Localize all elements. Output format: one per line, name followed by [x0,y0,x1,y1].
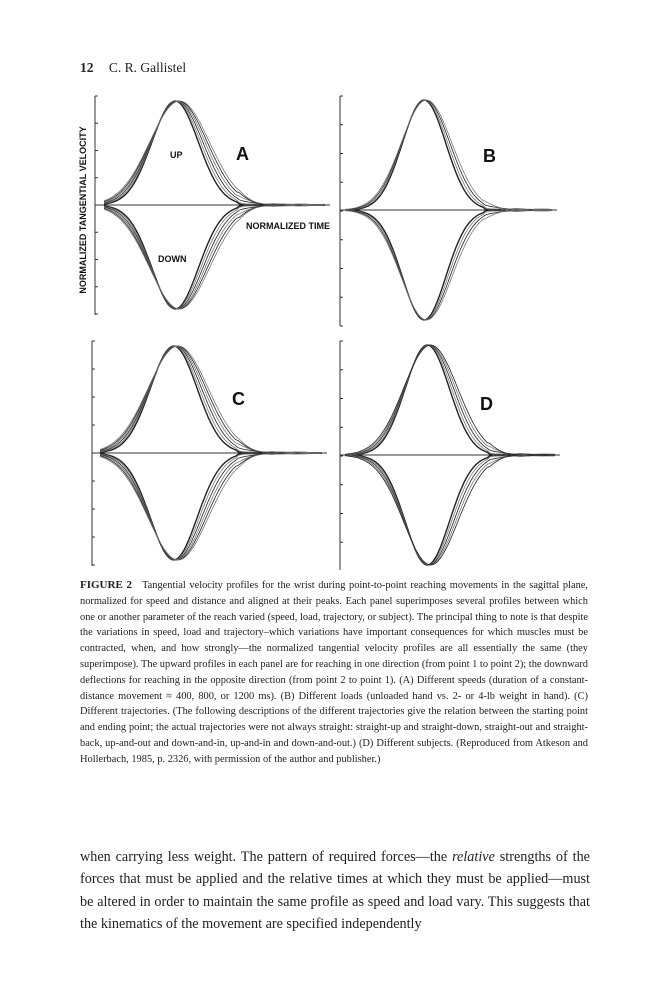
down-profile-curve [345,455,555,565]
normalized-time-label: NORMALIZED TIME [246,221,330,231]
panel-letter-d: D [480,394,493,414]
figure-panels [92,96,560,570]
figure-caption [80,578,588,768]
body-paragraph [80,846,590,936]
author-name: C. R. Gallistel [108,60,187,75]
velocity-panel-a [95,96,330,315]
down-profile-curve [345,454,555,565]
down-profile-curve [345,454,555,565]
up-profile-curve [345,345,555,456]
up-profile-curve [104,101,325,206]
panel-letter-a: A [236,144,249,164]
up-profile-curve [100,346,322,453]
caption-text: Tangential velocity profiles for the wrist during point-to-point reaching movements in the sagittal plane, normalized for speed and distance and aligned at their peaks. Each panel superimposes several profiles between which one or another parameter of the reach varied (speed, load, trajectory, or subject). The principal thing to note is that despite the variations in speed, load and trajectory–which variations have important consequences for which muscles must be contracted, when, and how strongly—the normalized tangential velocity profiles are all essentially the same (they superimpose). The upward profiles in each panel are for reaching in one direction (from point 1 to point 2); the downward deflections for reaching in the opposite direction (from point 2 to point 1). (A) Different speeds (duration of a constant-distance movement ≈ 400, 800, or 1200 ms). (B) Different loads (unloaded hand vs. 2- or 4-lb weight in hand). (C) Different trajectories. (The following descriptions of the different trajectories give the relation between the starting point and ending point; the actual trajectories were not always straight: straight-up and straight-down, straight-out and straight-back, up-and-out and down-and-in, up-and-in and down-and-out.) (D) Different subjects. (Reproduced from Atkeson and Hollerbach, 1985, p. 2326, with permission of the author and publisher.) [80,580,589,765]
down-profile-curve [345,454,555,565]
page-number: 12 [80,60,94,75]
velocity-panel-d [340,341,560,570]
down-label: DOWN [158,254,187,264]
up-profile-curve [345,345,555,456]
y-axis-label: NORMALIZED TANGENTIAL VELOCITY [78,126,88,294]
body-text-italic: relative [452,849,495,865]
down-profile-curve [345,209,552,320]
velocity-panel-b [340,96,557,326]
up-profile-curve [345,100,552,211]
body-text-end: strengths of the forces that must be applied and the relative times at which they must be applied—must be altered in order to maintain the same profile as speed and load vary. This suggests that the kinematics of the movement are specified independently [80,849,590,933]
up-profile-curve [345,345,555,456]
figure-label: FIGURE 2 [80,579,133,591]
down-profile-curve [345,454,555,565]
velocity-panel-c [92,341,327,566]
up-profile-curve [345,345,555,455]
up-profile-curve [345,345,555,456]
body-text-start: when carrying less weight. The pattern of required forces—the [80,849,453,865]
down-profile-curve [100,453,322,560]
up-label: UP [170,150,183,160]
panel-letter-b: B [483,146,496,166]
panel-letter-c: C [232,389,245,409]
